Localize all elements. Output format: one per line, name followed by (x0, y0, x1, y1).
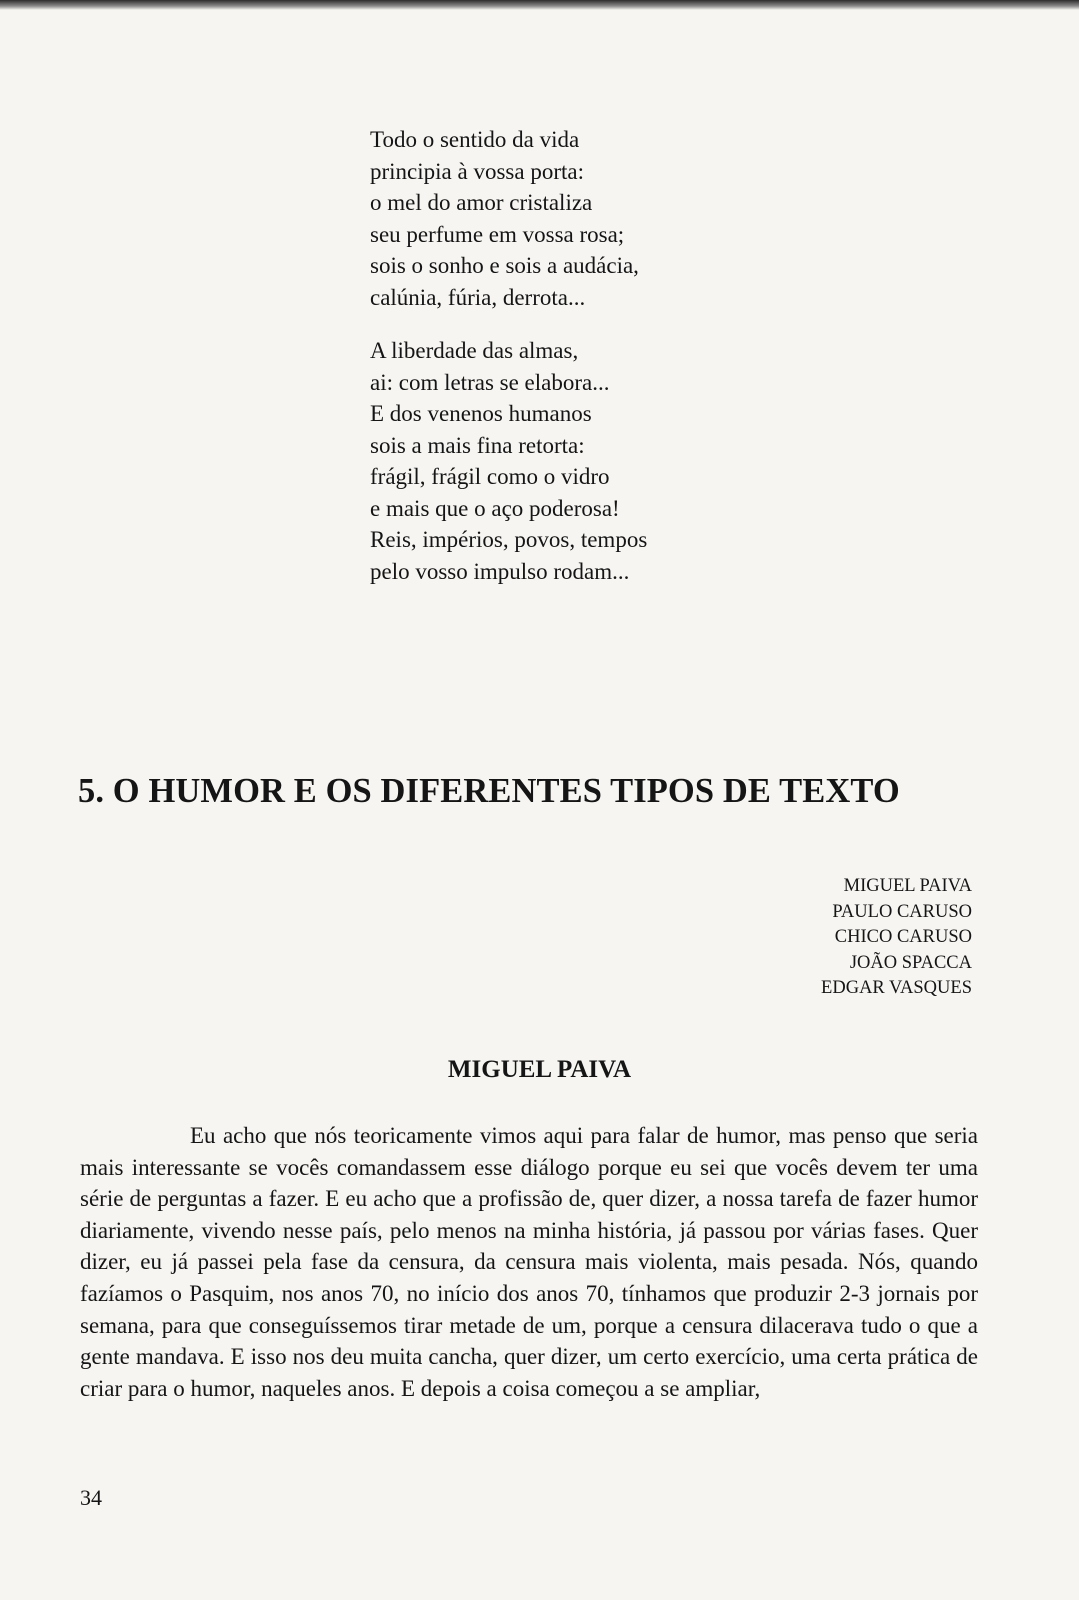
body-paragraph: Eu acho que nós teoricamente vimos aqui para falar de humor, mas penso que seria mais interessante se vocês comandassem esse diálogo porque eu sei que vocês devem ter uma série de perguntas a fazer. E eu acho que a profissão de, quer dizer, a nossa tarefa de fazer humor diariamente, vivendo nesse país, pelo menos na minha história, já passou por várias fases. Quer dizer, eu já passei pela fase da censura, da censura mais violenta, mais pesada. Nós, quando fazíamos o Pasquim, nos anos 70, no início dos anos 70, tínhamos que produzir 2-3 jornais por semana, para que conseguíssemos tirar metade de um, porque a censura dilacerava tudo o que a gente mandava. E isso nos deu muita cancha, quer dizer, um certo exercício, uma certa prática de criar para o humor, naqueles anos. E depois a coisa começou a se ampliar, (80, 1123, 978, 1401)
author-name: CHICO CARUSO (834, 927, 972, 947)
page-top-edge (0, 0, 1079, 10)
poem-line: E dos venenos humanos (370, 401, 592, 426)
poem-line: A liberdade das almas, (370, 338, 579, 363)
poem-stanza-1 (370, 124, 770, 313)
poem-line: principia à vossa porta: (370, 158, 584, 184)
author-name: MIGUEL PAIVA (843, 876, 972, 896)
poem-line: e mais que o aço poderosa! (370, 495, 620, 521)
poem-line: Todo o sentido da vida (370, 127, 580, 152)
author-name: EDGAR VASQUES (821, 978, 972, 998)
poem-line: seu perfume em vossa rosa; (370, 221, 625, 247)
author-name: PAULO CARUSO (832, 901, 972, 922)
speaker-heading: MIGUEL PAIVA (447, 1056, 632, 1083)
poem-line: frágil, frágil como o vidro (370, 464, 610, 489)
poem (370, 124, 770, 609)
poem-line: sois o sonho e sois a audácia, (370, 253, 639, 278)
poem-line: sois a mais fina retorta: (370, 432, 585, 458)
poem-line: pelo vosso impulso rodam... (370, 558, 630, 584)
poem-line: ai: com letras se elabora... (370, 369, 610, 395)
poem-line: Reis, impérios, povos, tempos (370, 527, 648, 552)
poem-stanza-2 (370, 335, 770, 587)
page-number: 34 (80, 1485, 102, 1510)
section-title: 5. O HUMOR E OS DIFERENTES TIPOS DE TEXTO (78, 772, 900, 810)
author-list (821, 874, 972, 1002)
poem-line: calúnia, fúria, derrota... (370, 284, 586, 310)
poem-line: o mel do amor cristaliza (370, 190, 593, 215)
author-name: JOÃO SPACCA (849, 952, 972, 973)
